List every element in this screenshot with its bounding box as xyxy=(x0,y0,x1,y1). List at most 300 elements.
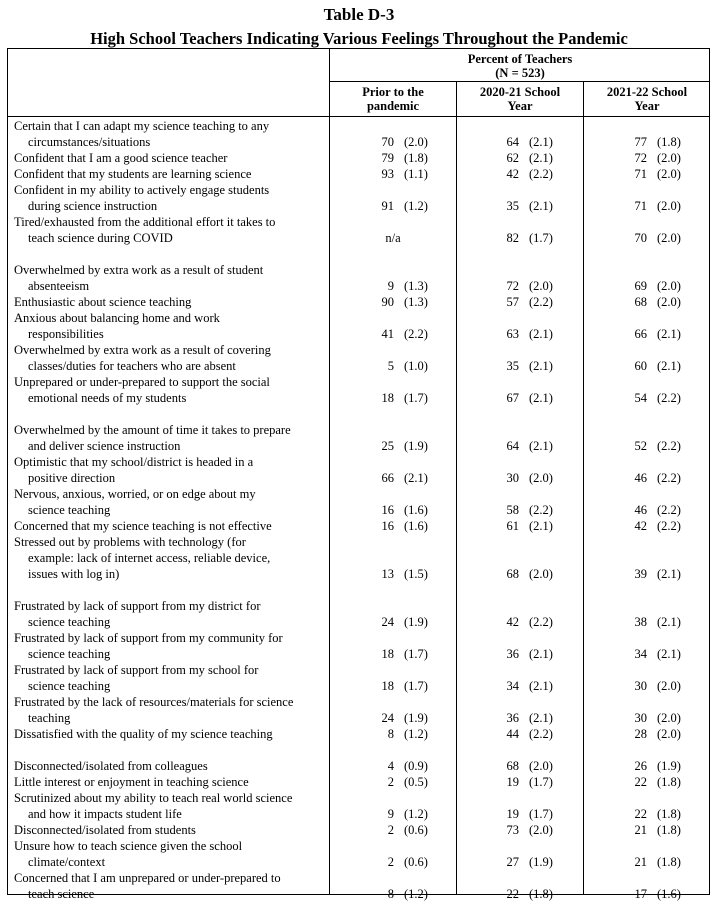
cell-value: 46 xyxy=(634,503,647,517)
group-header xyxy=(330,52,710,80)
table-subtitle: High School Teachers Indicating Various Feelings Throughout the Pandemic xyxy=(90,29,628,48)
cell-value: 30 xyxy=(634,711,647,725)
cell-y2122 xyxy=(625,710,681,726)
row-label-line: science teaching xyxy=(28,647,111,661)
header-bottom-rule xyxy=(7,116,710,117)
cell-prior xyxy=(372,566,428,582)
cell-y2021 xyxy=(497,134,553,150)
cell-standard-error: (2.0) xyxy=(529,567,553,581)
cell-y2021 xyxy=(497,358,553,374)
row-label-line: positive direction xyxy=(28,471,116,485)
cell-y2122 xyxy=(625,326,681,342)
cell-standard-error: (1.7) xyxy=(404,647,428,661)
cell-standard-error: (2.2) xyxy=(657,439,681,453)
cell-standard-error: (2.2) xyxy=(529,295,553,309)
cell-value: 68 xyxy=(506,567,519,581)
cell-value: 8 xyxy=(387,727,394,741)
cell-value: 58 xyxy=(506,503,519,517)
cell-prior xyxy=(372,854,428,870)
table-row xyxy=(0,342,718,374)
cell-standard-error: (1.8) xyxy=(657,135,681,149)
row-label-line: issues with log in) xyxy=(28,567,120,581)
cell-value: 4 xyxy=(387,759,394,773)
cell-value: 18 xyxy=(381,679,394,693)
row-label xyxy=(14,214,329,246)
cell-standard-error: (2.1) xyxy=(657,567,681,581)
row-label-line: circumstances/situations xyxy=(28,135,151,149)
cell-y2021 xyxy=(497,166,553,182)
cell-standard-error: (2.0) xyxy=(529,279,553,293)
row-label-line: science teaching xyxy=(28,615,111,629)
row-label-line: Frustrated by lack of support from my community for xyxy=(14,631,283,645)
cell-value: 52 xyxy=(634,439,647,453)
cell-standard-error: (2.1) xyxy=(529,151,553,165)
cell-prior xyxy=(372,822,428,838)
cell-y2122 xyxy=(625,726,681,742)
row-label xyxy=(14,518,329,534)
row-label-line: and deliver science instruction xyxy=(28,439,181,453)
row-label-line: Anxious about balancing home and work xyxy=(14,311,220,325)
column-header-line: pandemic xyxy=(366,99,420,113)
cell-standard-error: (1.2) xyxy=(404,199,428,213)
cell-value: 70 xyxy=(381,135,394,149)
row-label xyxy=(14,630,329,662)
row-label-line: classes/duties for teachers who are absent xyxy=(28,359,236,373)
cell-prior xyxy=(372,502,428,518)
row-label xyxy=(14,662,329,694)
cell-value: n/a xyxy=(385,231,401,245)
table-row xyxy=(0,262,718,294)
row-label-line: Unprepared or under-prepared to support the social xyxy=(14,375,270,389)
cell-y2021 xyxy=(497,326,553,342)
cell-standard-error: (2.1) xyxy=(404,471,428,485)
cell-standard-error: (2.0) xyxy=(657,679,681,693)
cell-standard-error: (2.0) xyxy=(529,471,553,485)
cell-value: 9 xyxy=(387,807,394,821)
cell-standard-error: (2.1) xyxy=(529,679,553,693)
table-row xyxy=(0,822,718,838)
cell-y2021 xyxy=(497,198,553,214)
cell-standard-error: (1.3) xyxy=(404,279,428,293)
cell-y2122 xyxy=(625,806,681,822)
cell-y2021 xyxy=(497,678,553,694)
row-label-line: Overwhelmed by extra work as a result of student xyxy=(14,263,264,277)
cell-value: 62 xyxy=(506,151,519,165)
cell-prior xyxy=(372,806,428,822)
cell-value: 36 xyxy=(506,647,519,661)
cell-value: 72 xyxy=(506,279,519,293)
row-label-line: and how it impacts student life xyxy=(28,807,182,821)
column-header-2020-21 xyxy=(457,85,583,113)
cell-value: 9 xyxy=(387,279,394,293)
cell-standard-error: (2.1) xyxy=(529,439,553,453)
column-header-line: Year xyxy=(507,99,533,113)
row-label-line: teach science during COVID xyxy=(28,231,173,245)
cell-value: 13 xyxy=(381,567,394,581)
column-header-line: Year xyxy=(634,99,660,113)
row-label-line: Confident in my ability to actively engage students xyxy=(14,183,270,197)
cell-y2122 xyxy=(625,390,681,406)
cell-standard-error: (1.5) xyxy=(404,567,428,581)
cell-standard-error: (2.2) xyxy=(657,391,681,405)
cell-standard-error: (1.9) xyxy=(657,759,681,773)
cell-value: 8 xyxy=(387,887,394,901)
row-label-line: Dissatisfied with the quality of my science teaching xyxy=(14,727,273,741)
cell-value: 69 xyxy=(634,279,647,293)
cell-y2021 xyxy=(497,390,553,406)
cell-standard-error: (0.6) xyxy=(404,823,428,837)
row-label xyxy=(14,150,329,166)
cell-standard-error: (2.2) xyxy=(529,167,553,181)
cell-standard-error: (1.9) xyxy=(404,439,428,453)
table-row xyxy=(0,598,718,630)
row-label xyxy=(14,838,329,870)
cell-prior xyxy=(372,134,428,150)
cell-y2122 xyxy=(625,614,681,630)
row-label xyxy=(14,262,329,294)
cell-y2122 xyxy=(625,646,681,662)
cell-value: 91 xyxy=(381,199,394,213)
cell-prior xyxy=(372,358,428,374)
row-label xyxy=(14,694,329,726)
cell-value: 2 xyxy=(387,855,394,869)
cell-y2122 xyxy=(625,886,681,902)
table-row xyxy=(0,486,718,518)
cell-value: 73 xyxy=(506,823,519,837)
cell-value: 71 xyxy=(634,199,647,213)
cell-standard-error: (2.2) xyxy=(529,727,553,741)
cell-standard-error: (2.2) xyxy=(529,615,553,629)
cell-standard-error: (0.6) xyxy=(404,855,428,869)
cell-y2021 xyxy=(497,294,553,310)
cell-standard-error: (1.0) xyxy=(404,359,428,373)
group-header-n: (N = 523) xyxy=(495,66,545,80)
cell-y2021 xyxy=(497,566,553,582)
table-row xyxy=(0,374,718,406)
table-row xyxy=(0,182,718,214)
row-label-line: Nervous, anxious, worried, or on edge about my xyxy=(14,487,256,501)
cell-value: 72 xyxy=(634,151,647,165)
cell-standard-error: (2.1) xyxy=(657,615,681,629)
cell-standard-error: (2.0) xyxy=(657,167,681,181)
cell-value: 66 xyxy=(634,327,647,341)
cell-prior xyxy=(372,278,428,294)
cell-standard-error: (1.9) xyxy=(404,711,428,725)
cell-standard-error: (2.0) xyxy=(657,727,681,741)
cell-y2021 xyxy=(497,150,553,166)
cell-value: 42 xyxy=(506,167,519,181)
cell-value: 64 xyxy=(506,135,519,149)
cell-standard-error: (2.2) xyxy=(657,471,681,485)
table-row xyxy=(0,150,718,166)
row-label-line: Tired/exhausted from the additional effort it takes to xyxy=(14,215,276,229)
cell-standard-error: (2.1) xyxy=(529,647,553,661)
cell-value: 38 xyxy=(634,615,647,629)
cell-y2021 xyxy=(497,518,553,534)
cell-y2122 xyxy=(625,230,681,246)
cell-y2122 xyxy=(625,854,681,870)
cell-y2122 xyxy=(625,774,681,790)
cell-y2021 xyxy=(497,886,553,902)
table-row xyxy=(0,870,718,902)
cell-prior xyxy=(372,710,428,726)
cell-value: 27 xyxy=(506,855,519,869)
cell-y2122 xyxy=(625,470,681,486)
cell-y2122 xyxy=(625,566,681,582)
cell-y2021 xyxy=(497,710,553,726)
cell-value: 57 xyxy=(506,295,519,309)
cell-standard-error: (1.7) xyxy=(404,679,428,693)
row-label-line: Overwhelmed by the amount of time it takes to prepare xyxy=(14,423,291,437)
row-label xyxy=(14,374,329,406)
cell-standard-error: (1.2) xyxy=(404,727,428,741)
cell-value: 79 xyxy=(381,151,394,165)
cell-y2122 xyxy=(625,518,681,534)
cell-value: 28 xyxy=(634,727,647,741)
cell-prior xyxy=(372,678,428,694)
cell-value: 46 xyxy=(634,471,647,485)
cell-standard-error: (2.0) xyxy=(657,711,681,725)
cell-y2021 xyxy=(497,822,553,838)
cell-value: 42 xyxy=(506,615,519,629)
cell-y2122 xyxy=(625,358,681,374)
row-label-line: Enthusiastic about science teaching xyxy=(14,295,192,309)
row-label xyxy=(14,598,329,630)
cell-value: 68 xyxy=(634,295,647,309)
row-label xyxy=(14,310,329,342)
table-row xyxy=(0,294,718,310)
cell-prior xyxy=(372,614,428,630)
table-row xyxy=(0,790,718,822)
row-label-line: Disconnected/isolated from colleagues xyxy=(14,759,208,773)
cell-standard-error: (1.6) xyxy=(657,887,681,901)
row-label-line: example: lack of internet access, reliable device, xyxy=(28,551,271,565)
table-row xyxy=(0,118,718,150)
cell-value: 2 xyxy=(387,775,394,789)
cell-standard-error: (1.8) xyxy=(657,807,681,821)
row-label-line: Frustrated by the lack of resources/materials for science xyxy=(14,695,294,709)
column-header-line: 2020-21 School xyxy=(479,85,561,99)
table-row xyxy=(0,166,718,182)
cell-value: 24 xyxy=(381,615,394,629)
table-row xyxy=(0,422,718,454)
cell-standard-error: (1.7) xyxy=(529,231,553,245)
cell-standard-error: (1.8) xyxy=(657,823,681,837)
cell-value: 5 xyxy=(387,359,394,373)
cell-standard-error: (2.1) xyxy=(529,199,553,213)
row-label-line: absenteeism xyxy=(28,279,90,293)
cell-standard-error: (2.1) xyxy=(529,327,553,341)
row-label-line: Frustrated by lack of support from my district for xyxy=(14,599,261,613)
cell-value: 60 xyxy=(634,359,647,373)
cell-standard-error: (1.7) xyxy=(529,807,553,821)
cell-standard-error: (2.2) xyxy=(657,503,681,517)
cell-value: 66 xyxy=(381,471,394,485)
table-row xyxy=(0,518,718,534)
cell-standard-error: (2.1) xyxy=(657,647,681,661)
cell-y2122 xyxy=(625,758,681,774)
cell-value: 71 xyxy=(634,167,647,181)
row-label xyxy=(14,774,329,790)
row-label xyxy=(14,182,329,214)
table-row xyxy=(0,758,718,774)
cell-y2122 xyxy=(625,198,681,214)
row-label-line: emotional needs of my students xyxy=(28,391,187,405)
cell-value: 19 xyxy=(506,807,519,821)
group-header-title: Percent of Teachers xyxy=(467,52,573,66)
cell-y2021 xyxy=(497,278,553,294)
row-label-line: responsibilities xyxy=(28,327,104,341)
cell-value: 93 xyxy=(381,167,394,181)
cell-prior xyxy=(372,150,428,166)
cell-y2021 xyxy=(497,614,553,630)
row-label xyxy=(14,534,329,582)
cell-prior xyxy=(372,774,428,790)
cell-standard-error: (1.2) xyxy=(404,807,428,821)
cell-standard-error: (2.0) xyxy=(657,151,681,165)
cell-value: 70 xyxy=(634,231,647,245)
cell-standard-error: (2.1) xyxy=(529,711,553,725)
cell-value: 35 xyxy=(506,199,519,213)
cell-prior xyxy=(372,646,428,662)
row-label-line: Concerned that I am unprepared or under-prepared to xyxy=(14,871,281,885)
cell-standard-error: (2.0) xyxy=(529,823,553,837)
cell-standard-error: (2.2) xyxy=(529,503,553,517)
cell-standard-error: (1.8) xyxy=(657,855,681,869)
row-label xyxy=(14,294,329,310)
cell-value: 22 xyxy=(506,887,519,901)
cell-value: 25 xyxy=(381,439,394,453)
row-label xyxy=(14,422,329,454)
row-label-line: during science instruction xyxy=(28,199,158,213)
cell-standard-error: (2.1) xyxy=(657,359,681,373)
cell-y2122 xyxy=(625,438,681,454)
cell-standard-error: (2.0) xyxy=(657,295,681,309)
cell-prior xyxy=(372,470,428,486)
row-label-line: Unsure how to teach science given the school xyxy=(14,839,243,853)
row-label-line: Stressed out by problems with technology (for xyxy=(14,535,246,549)
cell-y2021 xyxy=(497,230,553,246)
table-row xyxy=(0,694,718,726)
cell-prior xyxy=(372,758,428,774)
cell-standard-error: (1.9) xyxy=(404,615,428,629)
column-header-2021-22 xyxy=(584,85,710,113)
row-label-line: Frustrated by lack of support from my school for xyxy=(14,663,259,677)
column-header-line: 2021-22 School xyxy=(606,85,688,99)
table-row xyxy=(0,838,718,870)
cell-standard-error: (1.7) xyxy=(529,775,553,789)
cell-value: 44 xyxy=(506,727,519,741)
cell-y2021 xyxy=(497,774,553,790)
row-label-line: science teaching xyxy=(28,503,111,517)
table-title: Table D-3 xyxy=(323,5,395,24)
row-label xyxy=(14,758,329,774)
row-label-line: Overwhelmed by extra work as a result of covering xyxy=(14,343,271,357)
cell-standard-error: (1.8) xyxy=(529,887,553,901)
cell-standard-error: (1.8) xyxy=(657,775,681,789)
cell-value: 22 xyxy=(634,775,647,789)
cell-standard-error: (2.1) xyxy=(529,519,553,533)
cell-value: 21 xyxy=(634,855,647,869)
cell-prior xyxy=(372,198,428,214)
cell-standard-error: (1.8) xyxy=(404,151,428,165)
cell-y2122 xyxy=(625,502,681,518)
cell-value: 16 xyxy=(381,503,394,517)
cell-value: 24 xyxy=(381,711,394,725)
cell-standard-error: (2.0) xyxy=(657,279,681,293)
cell-prior xyxy=(372,438,428,454)
row-label-line: climate/context xyxy=(28,855,106,869)
cell-standard-error: (2.0) xyxy=(657,199,681,213)
cell-value: 2 xyxy=(387,823,394,837)
cell-standard-error: (1.1) xyxy=(404,167,428,181)
cell-standard-error: (2.0) xyxy=(657,231,681,245)
cell-standard-error: (1.7) xyxy=(404,391,428,405)
cell-y2122 xyxy=(625,278,681,294)
row-label xyxy=(14,822,329,838)
cell-value: 54 xyxy=(634,391,647,405)
cell-value: 68 xyxy=(506,759,519,773)
cell-value: 18 xyxy=(381,391,394,405)
cell-value: 61 xyxy=(506,519,519,533)
cell-value: 21 xyxy=(634,823,647,837)
cell-value: 26 xyxy=(634,759,647,773)
row-label-line: Optimistic that my school/district is headed in a xyxy=(14,455,254,469)
cell-prior xyxy=(372,294,428,310)
cell-y2021 xyxy=(497,806,553,822)
cell-prior xyxy=(372,166,428,182)
row-label-line: Concerned that my science teaching is not effective xyxy=(14,519,272,533)
table-row xyxy=(0,630,718,662)
cell-value: 82 xyxy=(506,231,519,245)
cell-y2122 xyxy=(625,134,681,150)
cell-standard-error: (2.1) xyxy=(657,327,681,341)
cell-value: 18 xyxy=(381,647,394,661)
table-row xyxy=(0,214,718,246)
cell-value: 36 xyxy=(506,711,519,725)
cell-prior xyxy=(372,390,428,406)
cell-y2122 xyxy=(625,822,681,838)
table-row xyxy=(0,726,718,742)
cell-y2021 xyxy=(497,854,553,870)
cell-standard-error: (1.6) xyxy=(404,503,428,517)
cell-standard-error: (1.2) xyxy=(404,887,428,901)
row-label-line: teaching xyxy=(28,711,71,725)
cell-y2021 xyxy=(497,758,553,774)
cell-value: 30 xyxy=(634,679,647,693)
cell-standard-error: (1.3) xyxy=(404,295,428,309)
column-header-prior xyxy=(330,85,456,113)
column-header-line: Prior to the xyxy=(362,85,424,99)
row-label xyxy=(14,790,329,822)
cell-standard-error: (2.1) xyxy=(529,359,553,373)
row-label xyxy=(14,118,329,150)
cell-value: 67 xyxy=(506,391,519,405)
row-label-line: Certain that I can adapt my science teaching to any xyxy=(14,119,270,133)
row-label xyxy=(14,726,329,742)
cell-value: 77 xyxy=(634,135,647,149)
cell-standard-error: (2.1) xyxy=(529,135,553,149)
row-label-line: teach science xyxy=(28,887,95,901)
cell-value: 41 xyxy=(381,327,394,341)
row-label-line: science teaching xyxy=(28,679,111,693)
cell-standard-error: (2.0) xyxy=(529,759,553,773)
cell-standard-error: (0.9) xyxy=(404,759,428,773)
cell-value: 90 xyxy=(381,295,394,309)
row-label xyxy=(14,166,329,182)
cell-standard-error: (1.6) xyxy=(404,519,428,533)
cell-y2122 xyxy=(625,166,681,182)
